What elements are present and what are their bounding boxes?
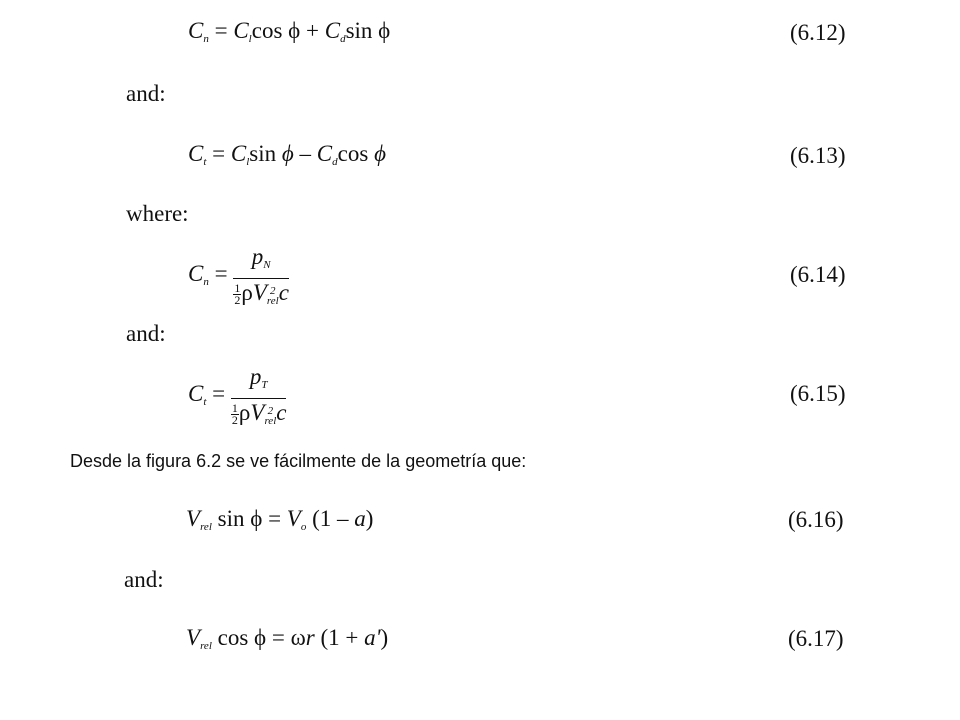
text-where: where: bbox=[126, 201, 189, 226]
text-and-1: and: bbox=[126, 81, 166, 106]
equation-number-6-16: (6.16) bbox=[788, 507, 844, 532]
equation-6-13: $C_t = C_l\sin$ ϕ – $C_d\cos$ ϕ bbox=[188, 141, 386, 168]
equation-6-15: $C_t$ = $p_T$ $\frac{1}{2}$ ρV 2 rel c bbox=[188, 364, 287, 428]
equation-number-6-14: (6.14) bbox=[790, 262, 846, 287]
equation-number-6-13: (6.13) bbox=[790, 143, 846, 168]
equation-number-6-12: (6.12) bbox=[790, 20, 846, 45]
text-and-2: and: bbox=[126, 321, 166, 346]
equation-6-14: $C_n$ = $p_N$ $\frac{1}{2}$ ρV 2 rel c bbox=[188, 244, 289, 308]
equation-number-6-17: (6.17) bbox=[788, 626, 844, 651]
spanish-sentence: Desde la figura 6.2 se ve fácilmente de la geometría que: bbox=[70, 451, 527, 471]
text-and-3: and: bbox=[124, 567, 164, 592]
equation-6-17: $V_{rel}$ cos ϕ = ωr (1 + a') bbox=[186, 625, 389, 652]
equation-6-12: $C_n = C_l\cos$ $\phi + C_d\sin$ ϕ bbox=[188, 18, 391, 45]
equation-number-6-15: (6.15) bbox=[790, 381, 846, 406]
equation-6-16: $V_{rel}$ $\sin \phi = V_o$ (1 – a) bbox=[186, 506, 374, 533]
